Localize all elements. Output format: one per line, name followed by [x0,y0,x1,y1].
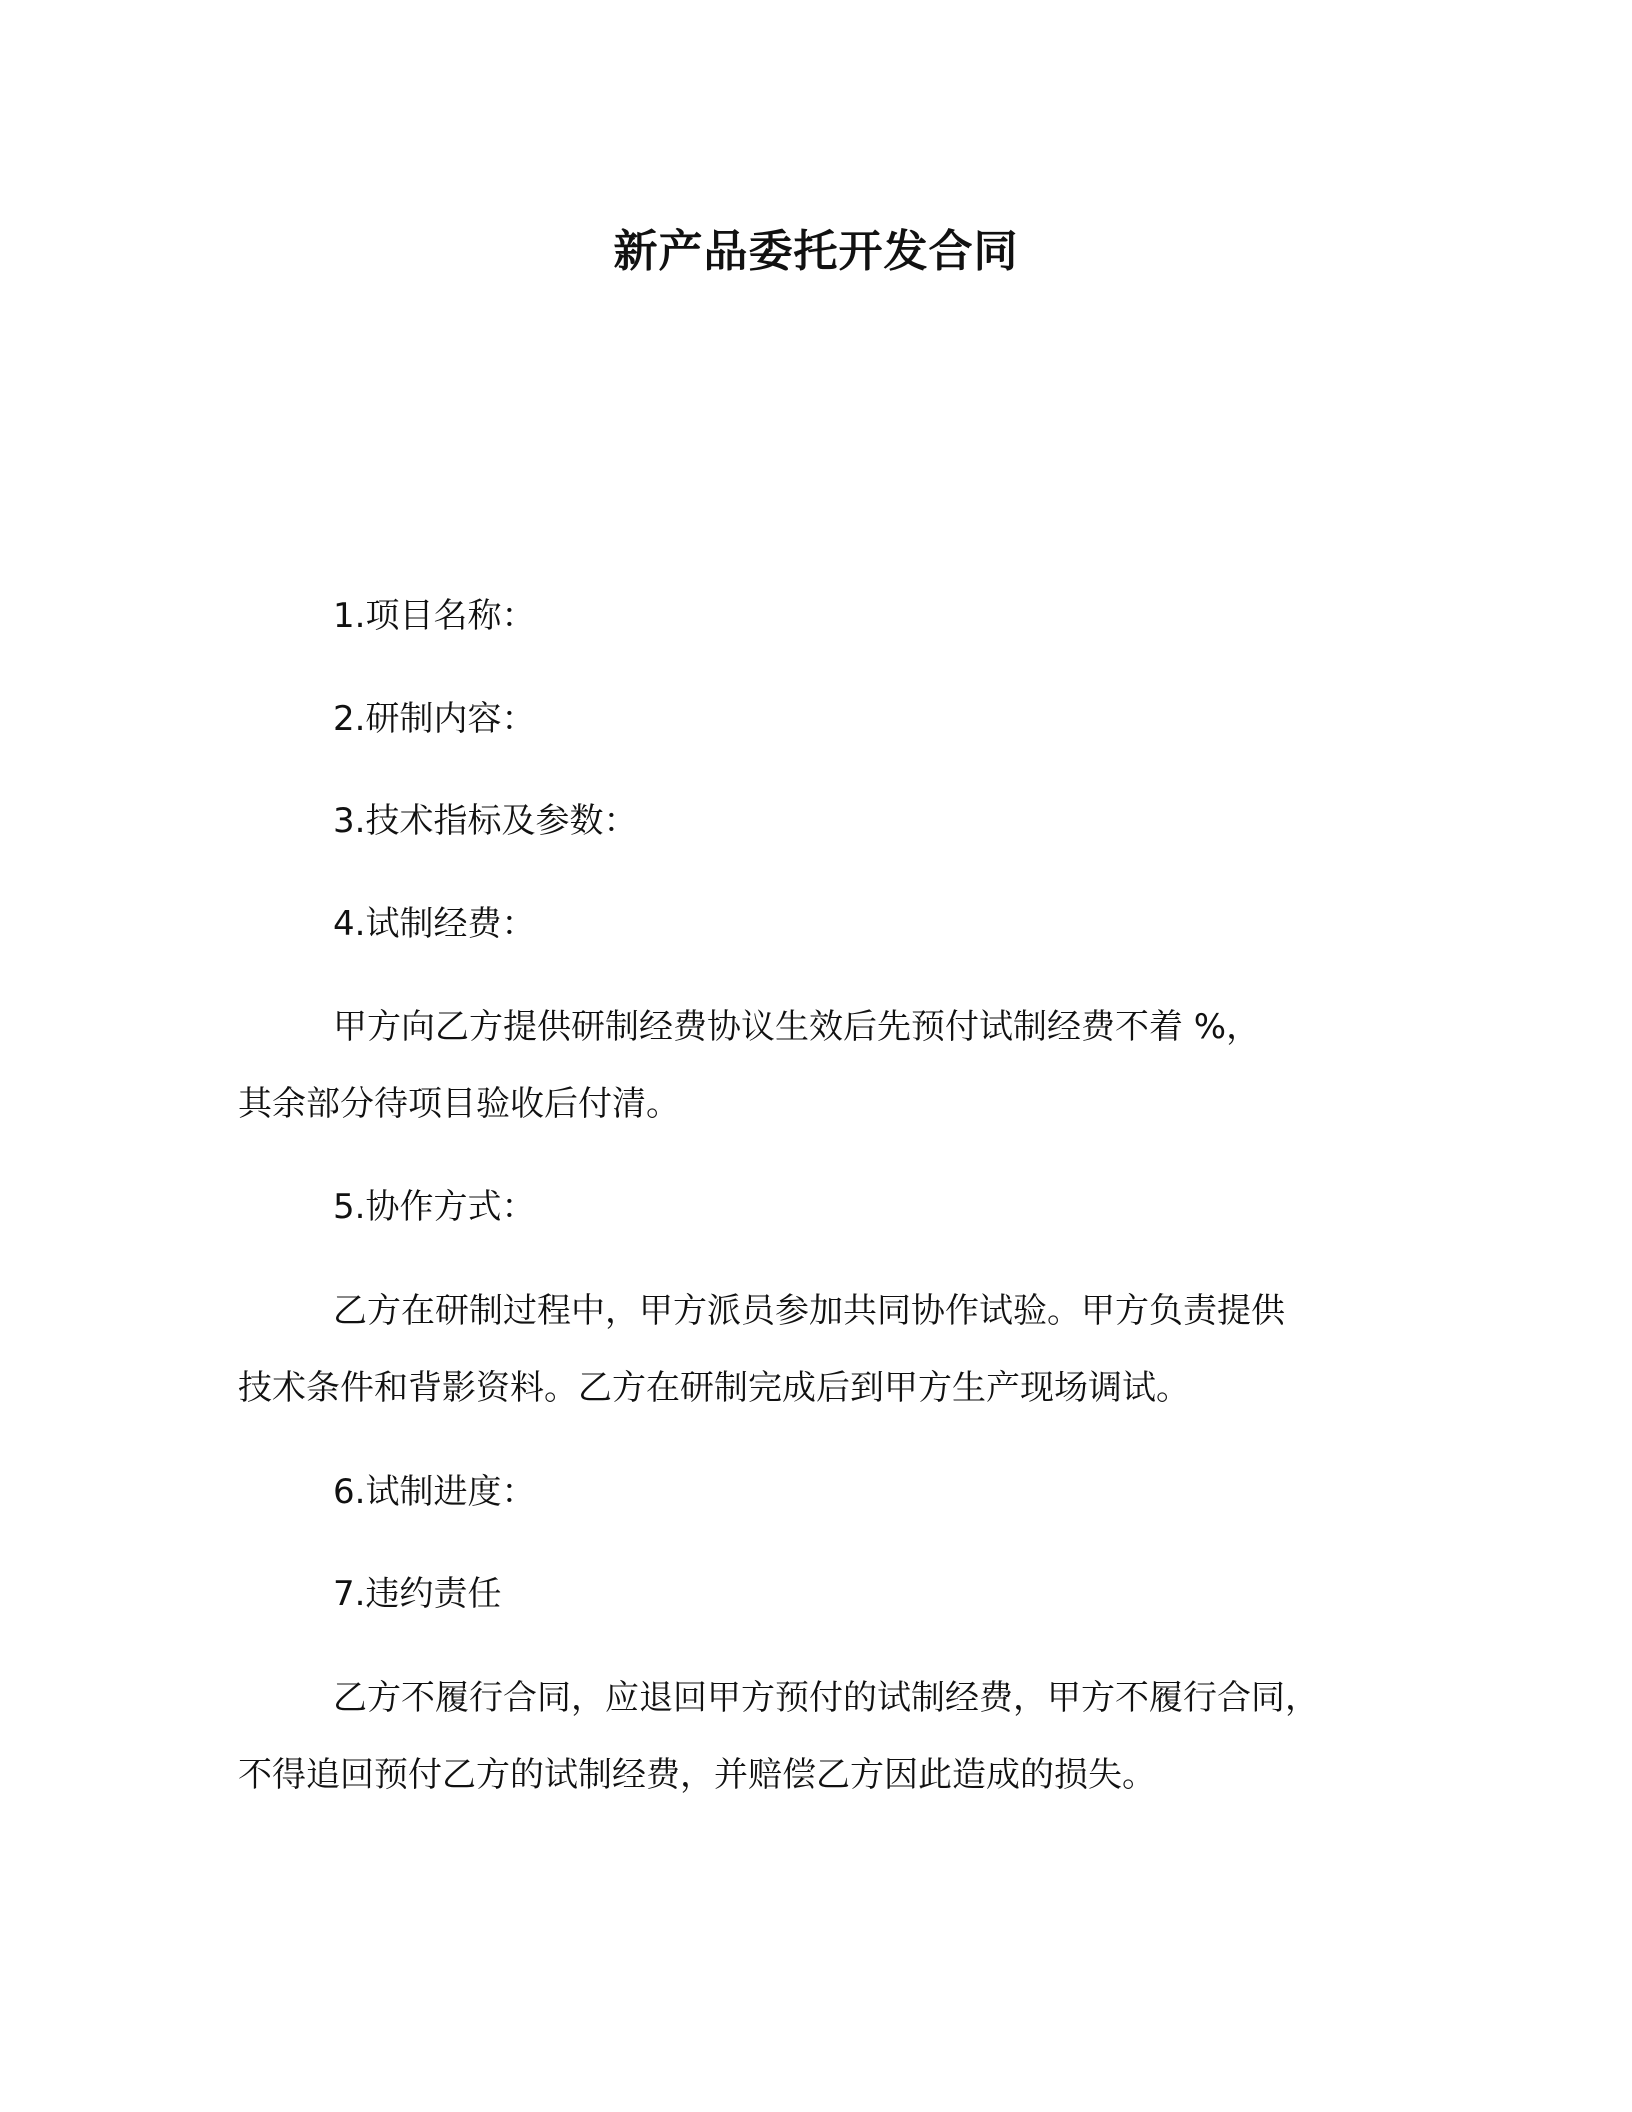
item-cooperation-method: 5.协作方式： [333,1187,536,1227]
item-project-name: 1.项目名称： [333,596,536,636]
funding-paragraph-line-1: 甲方向乙方提供研制经费协议生效后先预付试制经费不着 %， [333,1007,1261,1047]
document-title: 新产品委托开发合同 [613,226,1019,277]
cooperation-paragraph-line-2: 技术条件和背影资料。乙方在研制完成后到甲方生产现场调试。 [238,1368,1190,1408]
item-trial-funding: 4.试制经费： [333,904,536,944]
item-breach-liability: 7.违约责任 [333,1574,502,1614]
item-technical-specs: 3.技术指标及参数： [333,801,638,841]
liability-paragraph-line-1: 乙方不履行合同，应退回甲方预付的试制经费，甲方不履行合同， [333,1678,1319,1718]
funding-paragraph-line-2: 其余部分待项目验收后付清。 [238,1084,680,1124]
liability-paragraph-line-2: 不得追回预付乙方的试制经费，并赔偿乙方因此造成的损失。 [238,1755,1156,1795]
item-development-content: 2.研制内容： [333,699,536,739]
item-trial-schedule: 6.试制进度： [333,1472,536,1512]
cooperation-paragraph-line-1: 乙方在研制过程中，甲方派员参加共同协作试验。甲方负责提供 [333,1291,1285,1331]
